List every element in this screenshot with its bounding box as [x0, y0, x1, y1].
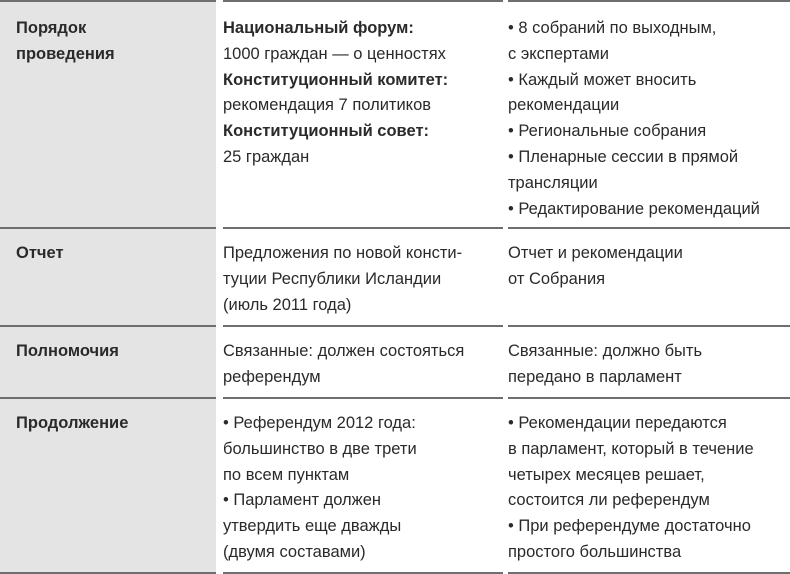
- cell-line: референдум: [223, 367, 321, 386]
- cell-line: передано в парламент: [508, 367, 682, 386]
- cell-line-heading: Конституционный совет:: [223, 122, 430, 141]
- row-label-line: Отчет: [16, 244, 64, 262]
- row-label: [16, 339, 212, 365]
- row-rule: [0, 397, 216, 399]
- cell-line: 25 граждан: [223, 147, 310, 166]
- cell-line: • Пленарные сессии в прямой: [508, 147, 739, 166]
- cell-line: четырех месяцев решает,: [508, 465, 705, 484]
- row-label-line: Продолжение: [16, 414, 129, 432]
- row-label-line: Порядок: [16, 19, 87, 37]
- col2-cell: [223, 16, 505, 171]
- cell-line: (июль 2011 года): [223, 295, 352, 314]
- col3-cell: [508, 241, 790, 293]
- cell-line: с экспертами: [508, 44, 609, 63]
- cell-line: по всем пунктам: [223, 465, 350, 484]
- row-label-line: проведения: [16, 44, 115, 63]
- row-rule: [508, 0, 790, 2]
- row-label: [16, 16, 212, 68]
- cell-line: • Парламент должен: [223, 491, 381, 510]
- cell-line: в парламент, который в течение: [508, 439, 754, 458]
- cell-line: от Собрания: [508, 269, 606, 288]
- cell-line-heading: Конституционный комитет:: [223, 70, 449, 89]
- cell-line: туции Республики Исландии: [223, 269, 442, 288]
- cell-line: • 8 собраний по выходным,: [508, 19, 717, 37]
- cell-line: большинство в две трети: [223, 439, 417, 458]
- cell-line: утвердить еще дважды: [223, 517, 402, 536]
- cell-line: • Каждый может вносить: [508, 70, 697, 89]
- row-rule: [0, 227, 216, 229]
- row-rule: [0, 325, 216, 327]
- row-label: [16, 241, 212, 267]
- cell-line: состоится ли референдум: [508, 491, 710, 510]
- cell-line: • Референдум 2012 года:: [223, 414, 416, 432]
- col3-cell: [508, 16, 790, 222]
- row-label: [16, 411, 212, 437]
- row-rule: [223, 227, 503, 229]
- row-rule: [508, 397, 790, 399]
- row-rule: [223, 0, 503, 2]
- col2-cell: [223, 241, 505, 318]
- cell-line: Предложения по новой консти-: [223, 244, 463, 262]
- cell-line: простого большинства: [508, 542, 682, 561]
- cell-line: рекомендация 7 политиков: [223, 96, 432, 115]
- cell-line: • Рекомендации передаются: [508, 414, 727, 432]
- col2-cell: [223, 411, 505, 566]
- row-rule: [508, 227, 790, 229]
- col3-cell: [508, 339, 790, 391]
- label-column-background: [0, 0, 216, 574]
- row-rule: [0, 0, 216, 2]
- cell-line: Отчет и рекомендации: [508, 244, 683, 262]
- cell-line: Связанные: должно быть: [508, 342, 703, 360]
- col3-cell: [508, 411, 790, 566]
- row-rule: [223, 325, 503, 327]
- cell-line-heading: Национальный форум:: [223, 19, 414, 37]
- cell-line: • Региональные собрания: [508, 122, 707, 141]
- cell-line: рекомендации: [508, 96, 620, 115]
- cell-line: • Редактирование рекомендаций: [508, 199, 760, 218]
- cell-line: 1000 граждан — о ценностях: [223, 44, 446, 63]
- cell-line: (двумя составами): [223, 542, 366, 561]
- cell-line: трансляции: [508, 173, 598, 192]
- cell-line: • При референдуме достаточно: [508, 517, 751, 536]
- row-rule: [223, 397, 503, 399]
- cell-line: Связанные: должен состояться: [223, 342, 465, 360]
- col2-cell: [223, 339, 505, 391]
- row-rule: [508, 325, 790, 327]
- row-label-line: Полномочия: [16, 342, 119, 360]
